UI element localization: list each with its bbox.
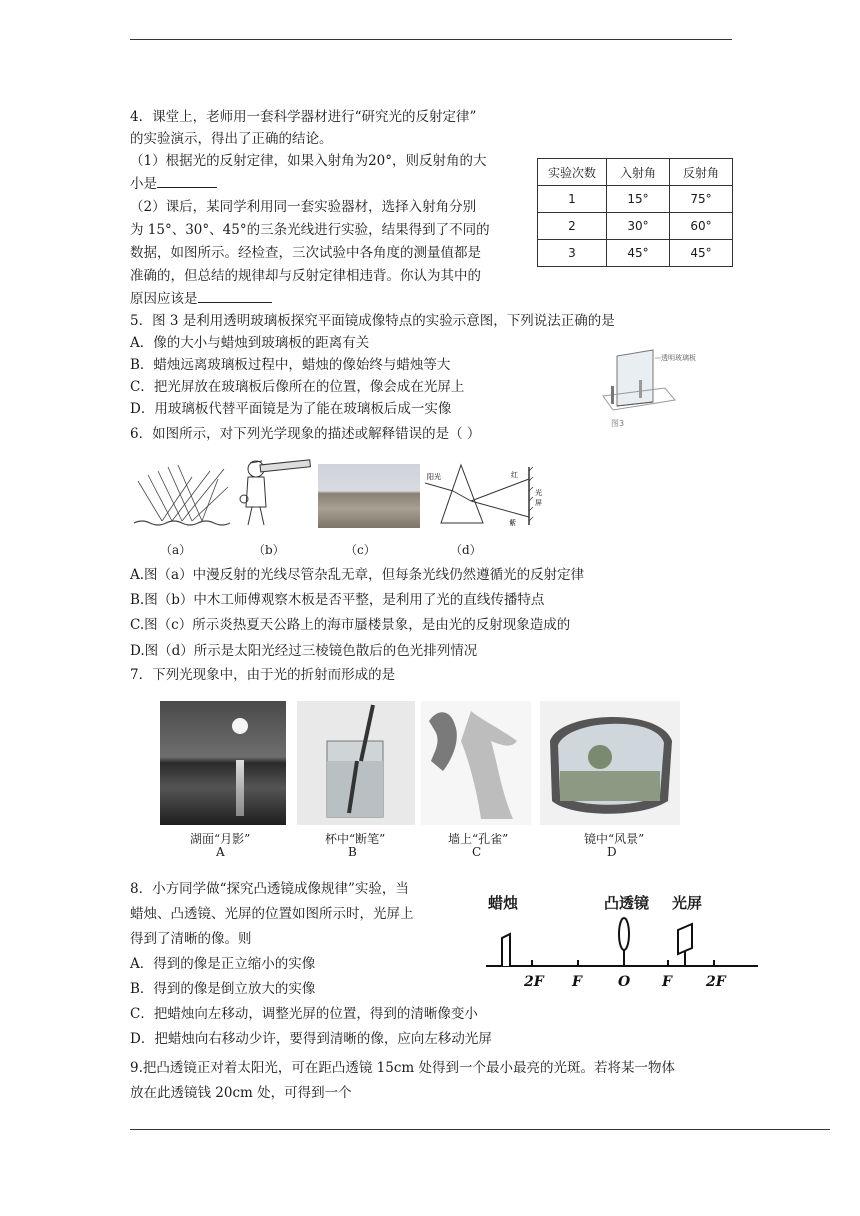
tick-label-f-left: F [572, 974, 582, 990]
table-cell: 75° [670, 186, 733, 213]
diffuse-reflection-figure [132, 457, 232, 529]
footer-rule [130, 1129, 830, 1130]
hand-shadow-photo [421, 701, 531, 825]
table-cell: 15° [607, 186, 670, 213]
table-header-cell: 入射角 [607, 159, 670, 186]
lens-label: 凸透镜 [604, 894, 650, 912]
q9-line2: 放在此透镜钱 20cm 处，可得到一个 [130, 1085, 352, 1101]
figure-caption-a: （a） [160, 543, 192, 557]
q8-line2: 蜡烛、凸透镜、光屏的位置如图所示时，光屏上 [130, 906, 414, 922]
convex-lens-figure [482, 888, 764, 994]
candle-label: 蜡烛 [488, 894, 519, 912]
screen-label-2: 屏 [535, 499, 542, 507]
q5-option-c: C．把光屏放在玻璃板后像所在的位置，像会成在光屏上 [130, 379, 465, 395]
q5-option-d: D．用玻璃板代替平面镜是为了能在玻璃板后成一实像 [130, 401, 452, 417]
tick-label-2f-left: 2F [524, 974, 544, 990]
lake-moon-photo [160, 701, 286, 825]
q9-line1: 9.把凸透镜正对着太阳光，可在距凸透镜 15cm 处得到一个最小最亮的光斑。若将某一物体 [130, 1060, 676, 1076]
table-row [538, 186, 733, 213]
table-header-row [538, 159, 733, 186]
q6-option-a: A.图（a）中漫反射的光线尽管杂乱无章，但每条光线仍然遵循光的反射定律 [130, 567, 585, 583]
q5-option-a: A．像的大小与蜡烛到玻璃板的距离有关 [130, 335, 370, 351]
mirror-scenery-photo [540, 701, 680, 825]
moon-reflection [236, 760, 244, 816]
photo-letter-d: D [607, 845, 617, 859]
photo-caption-b: 杯中“断笔” [325, 832, 386, 846]
q4-line1: 4．课堂上，老师用一套科学器材进行“研究光的反射定律” [130, 109, 477, 125]
table-header-cell: 反射角 [670, 159, 733, 186]
q4-part2-line1: （2）课后，某同学利用同一套实验器材，选择入射角分别 [130, 199, 477, 215]
q7-stem: 7．下列光现象中，由于光的折射而形成的是 [130, 667, 396, 683]
q4-part1-line2: 小是 [130, 173, 217, 195]
q4-line2: 的实验演示，得出了正确的结论。 [130, 131, 333, 147]
answer-blank [198, 288, 272, 303]
photo-caption-a: 湖面“月影” [190, 832, 251, 846]
header-rule [130, 39, 732, 40]
q8-option-d: D．把蜡烛向右移动少许，要得到清晰的像，应向左移动光屏 [130, 1031, 492, 1047]
figure-caption: 图3 [611, 419, 625, 428]
table-cell: 1 [538, 186, 607, 213]
broken-pencil-photo [297, 701, 415, 825]
q8-option-b: B．得到的像是倒立放大的实像 [130, 981, 316, 997]
answer-blank [157, 173, 217, 188]
screen-label: 光屏 [672, 894, 703, 912]
q6-stem: 6．如图所示，对下列光学现象的描述或解释错误的是（ ） [130, 426, 481, 442]
glass-plate-figure [595, 348, 715, 432]
q6-option-b: B.图（b）中木工师傅观察木板是否平整，是利用了光的直线传播特点 [130, 592, 545, 608]
reflection-data-table [537, 158, 733, 267]
tick-label-o: O [618, 974, 631, 990]
photo-letter-c: C [472, 845, 482, 859]
photo-letter-b: B [348, 845, 357, 859]
photo-caption-d: 镜中“风景” [584, 832, 645, 846]
q6-option-c: C.图（c）所示炎热夏天公路上的海市蜃楼景象，是由光的反射现象造成的 [130, 617, 571, 633]
q8-line1: 8．小方同学做“探究凸透镜成像规律”实验，当 [130, 881, 409, 897]
violet-label: 紫 [509, 519, 516, 527]
q5-option-b: B．蜡烛远离玻璃板过程中，蜡烛的像始终与蜡烛等大 [130, 357, 451, 373]
sunlight-label: 阳光 [427, 473, 441, 481]
table-cell: 45° [607, 240, 670, 267]
screen-label-1: 光 [535, 489, 542, 497]
q4-part1-line1: （1）根据光的反射定律，如果入射角为20°，则反射角的大 [130, 153, 487, 169]
q8-line3: 得到了清晰的像。则 [130, 931, 252, 947]
table-cell: 45° [670, 240, 733, 267]
photo-letter-a: A [216, 845, 225, 859]
photo-caption-c: 墙上“孔雀” [448, 832, 509, 846]
q8-option-c: C．把蜡烛向左移动，调整光屏的位置，得到的清晰像变小 [130, 1006, 478, 1022]
glass-plate-label: 透明玻璃板 [661, 354, 696, 362]
q5-stem: 5．图 3 是利用透明玻璃板探究平面镜成像特点的实验示意图，下列说法正确的是 [130, 313, 615, 329]
table-row [538, 213, 733, 240]
table-header-cell: 实验次数 [538, 159, 607, 186]
figure-caption-b: （b） [253, 543, 285, 557]
q4-part2-line3: 数据，如图所示。经检查，三次试验中各角度的测量值都是 [130, 245, 481, 261]
moon-shape [232, 718, 248, 734]
table-cell: 3 [538, 240, 607, 267]
table-cell: 2 [538, 213, 607, 240]
tick-label-f-right: F [662, 974, 672, 990]
q4-part2-line2: 为 15°、30°、45°的三条光线进行实验，结果得到了不同的 [130, 222, 490, 238]
mirage-road-photo [318, 464, 420, 528]
table-cell: 60° [670, 213, 733, 240]
table-row [538, 240, 733, 267]
q8-option-a: A．得到的像是正立缩小的实像 [130, 956, 316, 972]
q4-part2-line4: 准确的，但总结的规律却与反射定律相违背。你认为其中的 [130, 268, 481, 284]
q4-part2-line5: 原因应该是 [130, 288, 272, 310]
prism-dispersion-figure [425, 457, 545, 531]
carpenter-figure [234, 455, 314, 529]
red-label: 红 [511, 471, 518, 479]
figure-caption-c: （c） [345, 543, 376, 557]
figure-caption-d: （d） [450, 543, 482, 557]
q6-option-d: D.图（d）所示是太阳光经过三棱镜色散后的色光排列情况 [130, 643, 478, 659]
table-cell: 30° [607, 213, 670, 240]
tick-label-2f-right: 2F [706, 974, 726, 990]
